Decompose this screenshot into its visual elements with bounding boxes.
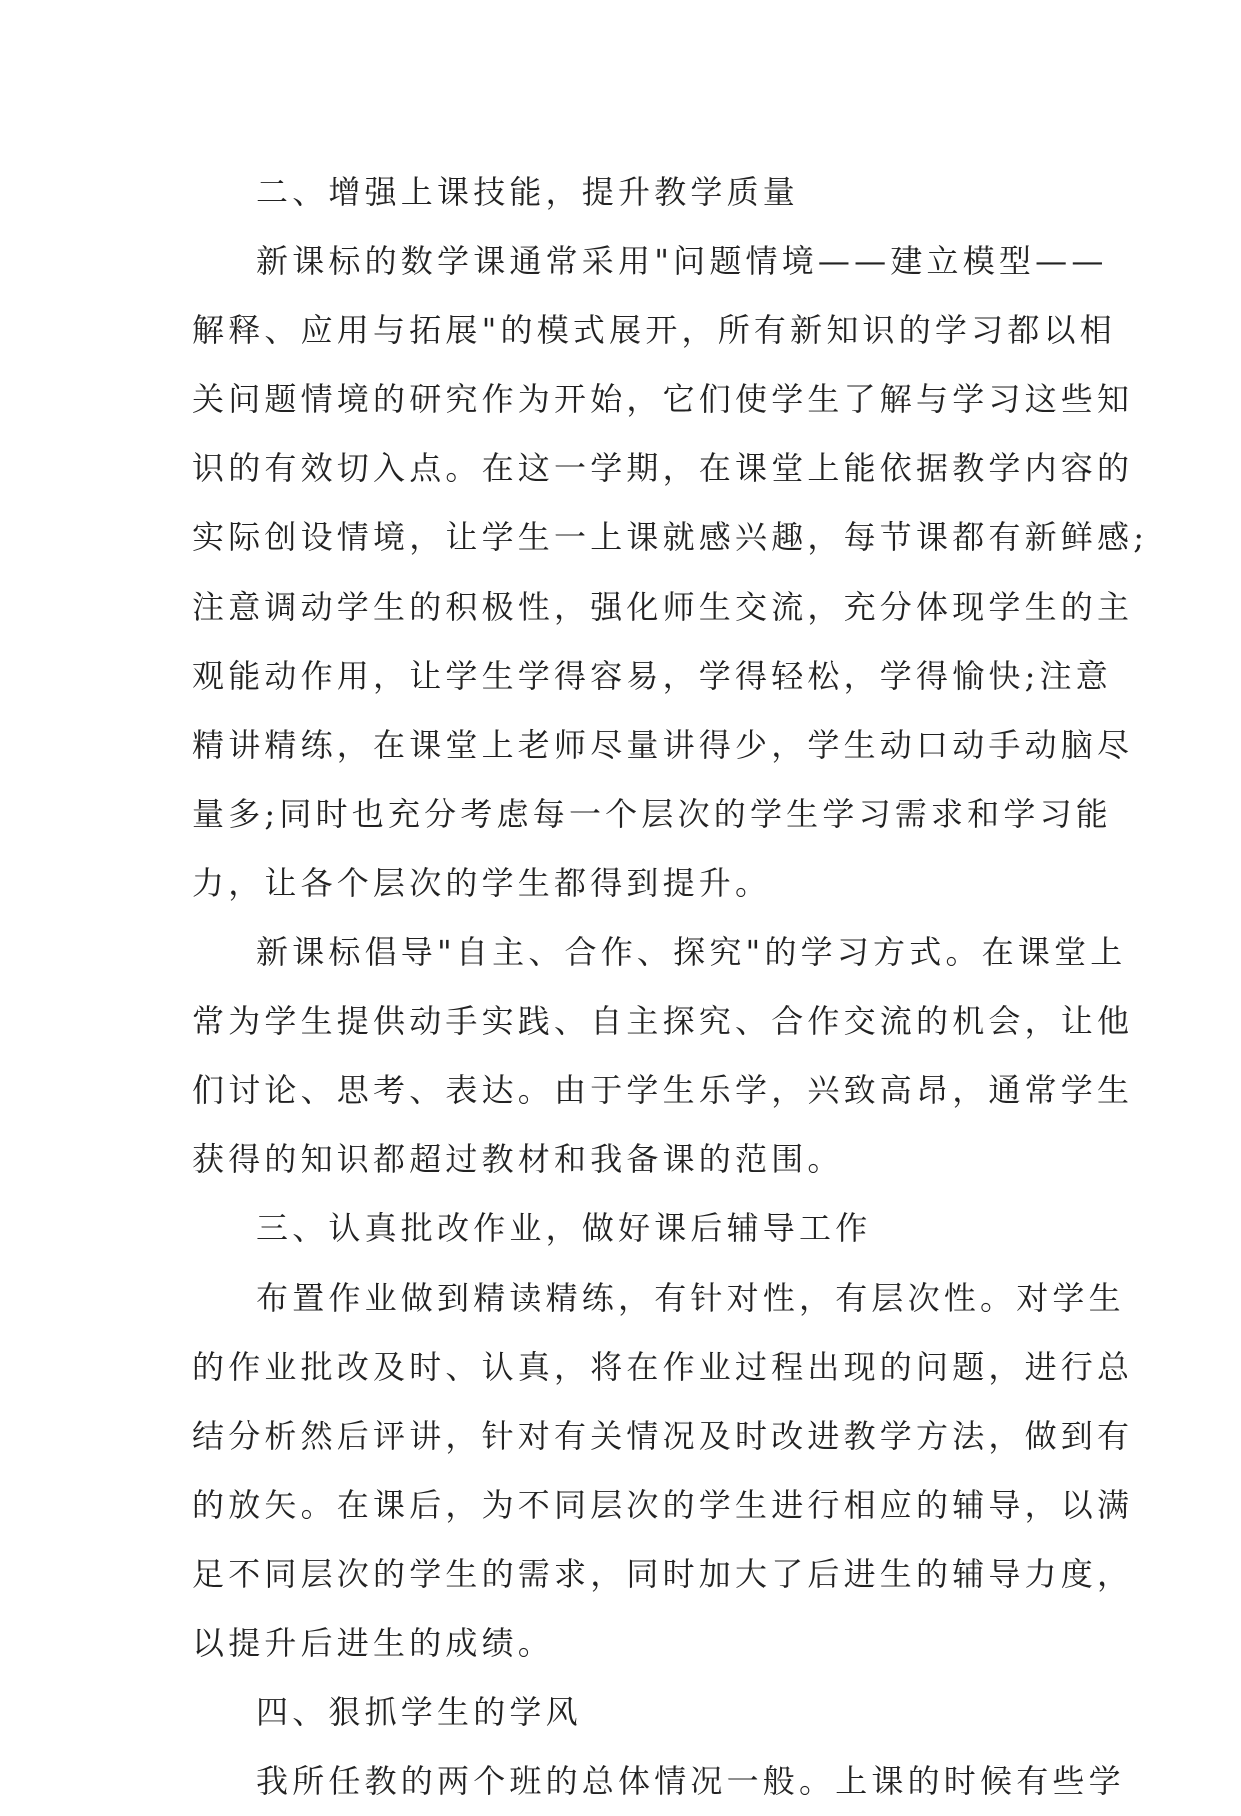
paragraph-line: 新课标的数学课通常采用"问题情境——建立模型—— — [256, 242, 1108, 281]
paragraph-line: 足不同层次的学生的需求，同时加大了后进生的辅导力度， — [192, 1554, 1134, 1593]
paragraph-line: 新课标倡导"自主、合作、探究"的学习方式。在课堂上 — [256, 933, 1127, 972]
paragraph-line: 识的有效切入点。在这一学期，在课堂上能依据教学内容的 — [192, 449, 1134, 488]
paragraph-line: 量多;同时也充分考虑每一个层次的学生学习需求和学习能 — [192, 794, 1112, 833]
paragraph-line: 观能动作用，让学生学得容易，学得轻松，学得愉快;注意 — [192, 656, 1112, 695]
paragraph-line: 力，让各个层次的学生都得到提升。 — [192, 863, 772, 902]
section-heading-4: 四、狠抓学生的学风 — [256, 1693, 582, 1732]
paragraph-line: 的作业批改及时、认真，将在作业过程出现的问题，进行总 — [192, 1347, 1134, 1386]
paragraph-line: 我所任教的两个班的总体情况一般。上课的时候有些学 — [256, 1762, 1125, 1801]
section-heading-2: 二、增强上课技能，提升教学质量 — [256, 173, 800, 211]
section-heading-3: 三、认真批改作业，做好课后辅导工作 — [256, 1209, 872, 1248]
paragraph-line: 注意调动学生的积极性，强化师生交流，充分体现学生的主 — [192, 587, 1134, 626]
paragraph-line: 精讲精练，在课堂上老师尽量讲得少，学生动口动手动脑尽 — [192, 725, 1134, 764]
paragraph-line: 实际创设情境，让学生一上课就感兴趣，每节课都有新鲜感; — [192, 518, 1149, 557]
paragraph-line: 结分析然后评讲，针对有关情况及时改进教学方法，做到有 — [192, 1416, 1134, 1455]
paragraph-line: 常为学生提供动手实践、自主探究、合作交流的机会，让他 — [192, 1002, 1134, 1041]
paragraph-line: 关问题情境的研究作为开始，它们使学生了解与学习这些知 — [192, 380, 1134, 419]
paragraph-line: 解释、应用与拓展"的模式展开，所有新知识的学习都以相 — [192, 311, 1116, 350]
paragraph-line: 以提升后进生的成绩。 — [192, 1623, 555, 1662]
paragraph-line: 们讨论、思考、表达。由于学生乐学，兴致高昂，通常学生 — [192, 1071, 1134, 1110]
paragraph-line: 布置作业做到精读精练，有针对性，有层次性。对学生 — [256, 1278, 1125, 1317]
document-page — [192, 158, 1149, 1816]
paragraph-line: 获得的知识都超过教材和我备课的范围。 — [192, 1140, 844, 1179]
paragraph-line: 的放矢。在课后，为不同层次的学生进行相应的辅导，以满 — [192, 1485, 1134, 1524]
